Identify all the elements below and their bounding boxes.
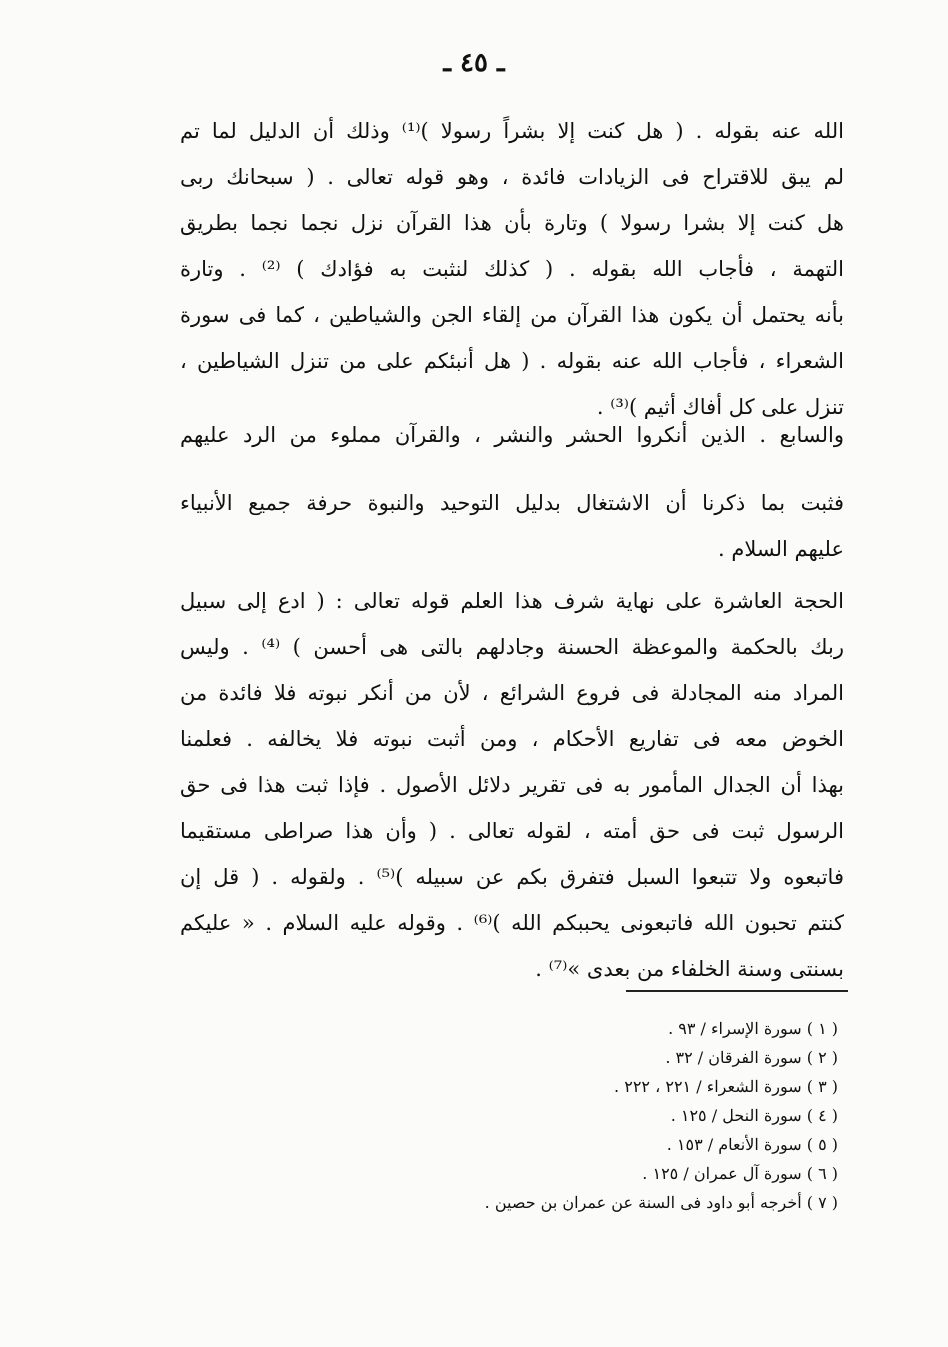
text-line: الشعراء ، فأجاب الله عنه بقوله . ( هل أنبئكم على من تنزل الشياطين ، <box>180 349 844 373</box>
footnote: ( ٤ ) سورة النحل / ١٢٥ . <box>670 1106 838 1125</box>
text-line: الرسول ثبت فى حق أمته ، لقوله تعالى . ( وأن هذا صراطى مستقيما <box>180 819 844 843</box>
footnote: ( ٥ ) سورة الأنعام / ١٥٣ . <box>666 1135 838 1154</box>
text-line: عليهم السلام . <box>718 537 844 561</box>
footnote: ( ٦ ) سورة آل عمران / ١٢٥ . <box>642 1164 838 1183</box>
text-line: الله عنه بقوله . ( هل كنت إلا بشراً رسولا )⁽¹⁾ وذلك أن الدليل لما تم <box>180 119 844 143</box>
text-line: بهذا أن الجدال المأمور به فى تقرير دلائل الأصول . فإذا ثبت هذا فى حق <box>180 773 844 797</box>
text-line: والسابع . الذين أنكروا الحشر والنشر ، والقرآن مملوء من الرد عليهم <box>180 423 844 447</box>
footnote: ( ١ ) سورة الإسراء / ٩٣ . <box>668 1019 838 1038</box>
paragraph-4 <box>180 578 844 992</box>
footnote: ( ٣ ) سورة الشعراء / ٢٢١ ، ٢٢٢ . <box>614 1077 838 1096</box>
text-line: فثبت بما ذكرنا أن الاشتغال بدليل التوحيد والنبوة حرفة جميع الأنبياء <box>180 491 844 515</box>
text-line: التهمة ، فأجاب الله بقوله . ( كذلك لنثبت به فؤادك ) ⁽²⁾ . وتارة <box>180 257 844 281</box>
text-line: تنزل على كل أفاك أثيم )⁽³⁾ . <box>596 395 844 419</box>
paragraph-1 <box>180 108 844 430</box>
paragraph-3 <box>180 480 844 572</box>
paragraph-2 <box>180 412 844 458</box>
text-line: الحجة العاشرة على نهاية شرف هذا العلم قوله تعالى : ( ادع إلى سبيل <box>180 589 844 613</box>
text-line: الخوض معه فى تفاريع الأحكام ، ومن أثبت نبوته فلا يخالفه . فعلمنا <box>180 727 844 751</box>
text-line: لم يبق للاقتراح فى الزيادات فائدة ، وهو قوله تعالى . ( سبحانك ربى <box>180 165 844 189</box>
text-line: بسنتى وسنة الخلفاء من بعدى »⁽⁷⁾ . <box>535 957 844 981</box>
text-line: فاتبعوه ولا تتبعوا السبل فتفرق بكم عن سبيله )⁽⁵⁾ . ولقوله . ( قل إن <box>180 865 844 889</box>
footnote-divider <box>626 990 848 992</box>
text-line: المراد منه المجادلة فى فروع الشرائع ، لأن من أنكر نبوته فلا فائدة من <box>180 681 844 705</box>
text-line: كنتم تحبون الله فاتبعونى يحببكم الله )⁽⁶⁾ . وقوله عليه السلام . « عليكم <box>180 911 844 935</box>
footnote: ( ٧ ) أخرجه أبو داود فى السنة عن عمران بن حصين . <box>484 1193 838 1212</box>
text-line: هل كنت إلا بشرا رسولا ) وتارة بأن هذا القرآن نزل نجما نجما بطريق <box>180 211 844 235</box>
page-number: ـ ٤٥ ـ <box>443 48 505 78</box>
text-line: بأنه يحتمل أن يكون هذا القرآن من إلقاء الجن والشياطين ، كما فى سورة <box>180 303 844 327</box>
footnotes <box>418 1014 838 1217</box>
text-line: ربك بالحكمة والموعظة الحسنة وجادلهم بالتى هى أحسن ) ⁽⁴⁾ . وليس <box>180 635 844 659</box>
footnote: ( ٢ ) سورة الفرقان / ٣٢ . <box>665 1048 838 1067</box>
